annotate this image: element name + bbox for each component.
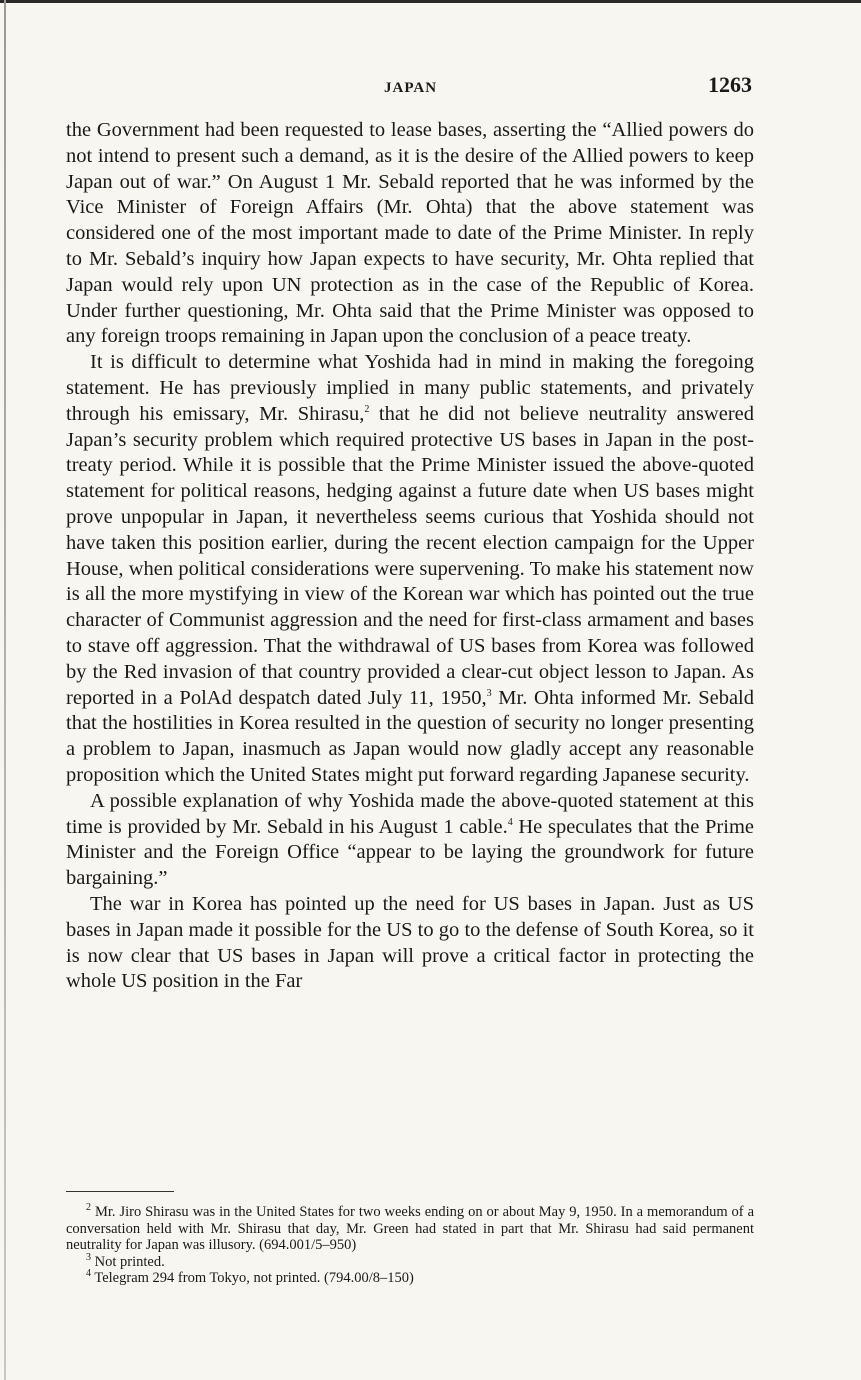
- footnote-text: Not printed.: [94, 1253, 165, 1270]
- footnote-marker: 2: [86, 1202, 91, 1214]
- footnote-2: [66, 1204, 754, 1254]
- paragraph-text: that he did not believe neutrality answered Japan’s security problem which required protective US bases in Japan in the post-treaty period. While it is possible that the Prime Minister issued the above-quoted statement for political reasons, hedging against a future date when US bases might prove unpopular in Japan, it nevertheless seems curious that Yoshida should not have taken this position earlier, during the recent election campaign for the Upper House, when political considerations were supervening. To make his statement now is all the more mystifying in view of the Korean war which has pointed out the true character of Communist aggression and the need for first-class armament and bases to stave off aggression. That the withdrawal of US bases from Korea was followed by the Red invasion of that country provided a clear-cut object lesson to Japan. As reported in a PolAd despatch dated July 11, 1950,: [66, 402, 754, 709]
- paragraph-text: It is difficult to determine what Yoshida had in mind in making the foregoing statement. He has previously implied in many public statements, and privately through his emissary, Mr. Shirasu,: [66, 351, 754, 425]
- page-binding-edge: [4, 0, 6, 1380]
- footnote-4: [66, 1270, 754, 1287]
- page-header: [66, 72, 754, 102]
- paragraph-text: Mr. Ohta informed Mr. Sebald that the hostilities in Korea resulted in the question of security no longer presenting a problem to Japan, inasmuch as Japan would now gladly accept any reasonable proposition which the United States might put forward regarding Japanese security.: [66, 686, 754, 786]
- paragraph-text: He speculates that the Prime Minister and the Foreign Office “appear to be laying the groundwork for future bargaining.”: [66, 815, 754, 890]
- footnote-text: Mr. Jiro Shirasu was in the United States for two weeks ending on or about May 9, 1950. In a memorandum of a conversation held with Mr. Shirasu that day, Mr. Green had stated in part that Mr. Shirasu had said permanent neutrality for Japan was illusory. (694.001/5–950): [66, 1204, 755, 1254]
- paragraph-4: [66, 892, 754, 995]
- footnote-text: Telegram 294 from Tokyo, not printed. (794.00/8–150): [94, 1270, 414, 1287]
- footnote-marker: 3: [86, 1251, 91, 1263]
- paragraph-1: [66, 118, 754, 350]
- footnote-3: [66, 1251, 754, 1271]
- footnote-ref: 3: [486, 687, 492, 699]
- footnote-marker: 4: [86, 1268, 91, 1280]
- footnote-divider: [66, 1191, 174, 1192]
- paragraph-2: [66, 350, 754, 789]
- running-head: JAPAN: [384, 80, 438, 96]
- footnotes: [66, 1204, 754, 1287]
- page-top-edge: [0, 0, 861, 3]
- body-text: [66, 118, 754, 995]
- paragraph-text: The war in Korea has pointed up the need for US bases in Japan. Just as US bases in Japan made it possible for the US to go to the defense of South Korea, so it is now clear that US bases in Japan will prove a critical factor in protecting the whole US position in the Far: [66, 892, 754, 993]
- page-number: 1263: [708, 72, 752, 97]
- footnote-ref: 4: [507, 816, 513, 828]
- paragraph-3: [66, 789, 754, 892]
- paragraph-text: the Government had been requested to lease bases, asserting the “Allied powers do not intend to present such a demand, as it is the desire of the Allied powers to keep Japan out of war.” On August 1 Mr. Sebald reported that he was informed by the Vice Minister of Foreign Affairs (Mr. Ohta) that the above statement was considered one of the most important made to date of the Prime Minister. In reply to Mr. Sebald’s inquiry how Japan expects to have security, Mr. Ohta replied that Japan would rely upon UN protection as in the case of the Republic of Korea. Under further questioning, Mr. Ohta said that the Prime Minister was opposed to any foreign troops remaining in Japan upon the conclusion of a peace treaty.: [66, 119, 754, 348]
- footnote-ref: 2: [364, 403, 370, 415]
- paragraph-text: A possible explanation of why Yoshida made the above-quoted statement at this time is provided by Mr. Sebald in his August 1 cable.: [66, 789, 754, 838]
